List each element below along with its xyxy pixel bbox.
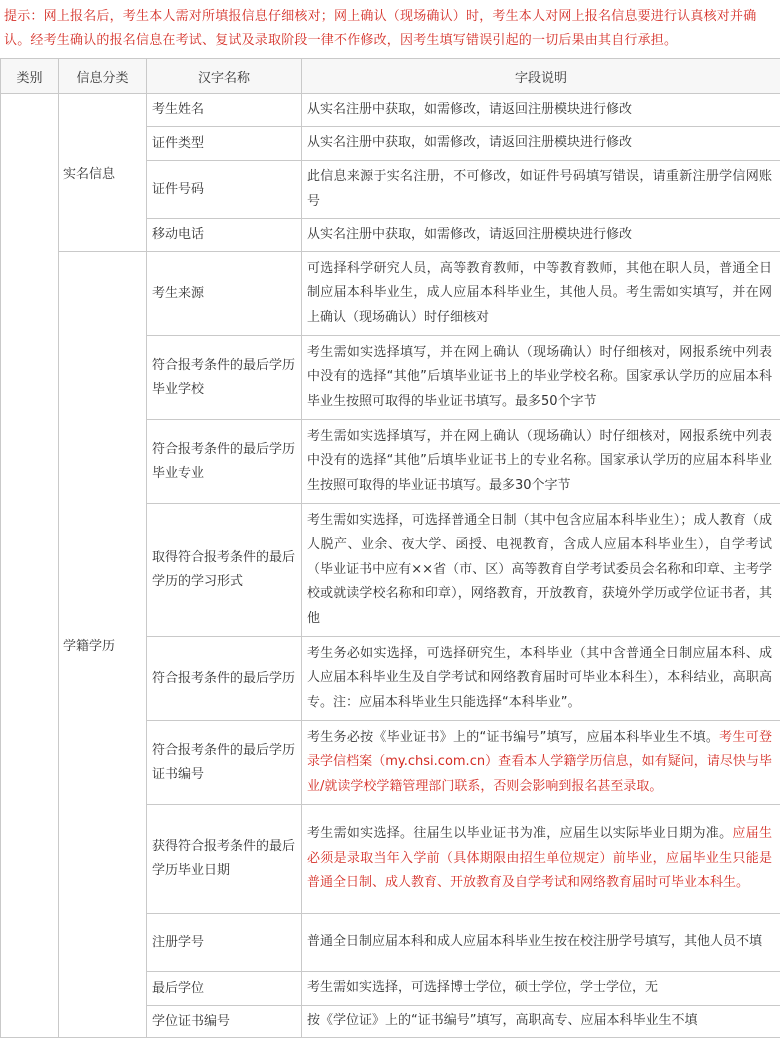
field-name: 符合报考条件的最后学历证书编号 (147, 721, 302, 805)
field-desc: 考生需如实选择，可选择普通全日制（其中包含应届本科毕业生）；成人教育（成人脱产、业余、夜大学、函授、电视教育，含成人应届本科毕业生），自学考试（毕业证书中应有××省（市、区）高等教育自学考试委员会名称和印章、主考学校或就读学校名称和印章），网络教育，开放教育，获境外学历或学位证书者，其他 (302, 504, 780, 637)
field-name: 符合报考条件的最后学历毕业学校 (147, 336, 302, 420)
field-desc: 此信息来源于实名注册，不可修改，如证件号码填写错误，请重新注册学信网账号 (302, 161, 780, 219)
field-desc (302, 805, 780, 914)
field-name: 考生来源 (147, 252, 302, 336)
field-desc: 普通全日制应届本科和成人应届本科毕业生按在校注册学号填写，其他人员不填 (302, 914, 780, 972)
field-desc: 按《学位证》上的“证书编号”填写，高职高专、应届本科毕业生不填 (302, 1006, 780, 1038)
table-row (1, 252, 780, 336)
field-desc: 考生需如实选择填写，并在网上确认（现场确认）时仔细核对，网报系统中列表中没有的选择“其他”后填毕业证书上的专业名称。国家承认学历的应届本科毕业生按照可取得的毕业证书填写。最多30个字节 (302, 420, 780, 504)
field-desc-text: 考生需如实选择。往届生以毕业证书为准，应届生以实际毕业日期为准。 (307, 826, 733, 842)
field-name: 证件类型 (147, 127, 302, 161)
field-name: 取得符合报考条件的最后学历的学习形式 (147, 504, 302, 637)
field-desc: 可选择科学研究人员，高等教育教师，中等教育教师，其他在职人员，普通全日制应届本科毕业生，成人应届本科毕业生，其他人员。考生需如实填写，并在网上确认（现场确认）时仔细核对 (302, 252, 780, 336)
field-desc-warning: 应届生必须是录取当年入学前（具体期限由招生单位规定）前毕业，应届毕业生只能是普通全日制、成人教育、开放教育及自学考试和网络教育届时可毕业本科生。 (307, 826, 772, 891)
field-name: 最后学位 (147, 972, 302, 1006)
field-name: 获得符合报考条件的最后学历毕业日期 (147, 805, 302, 914)
header-group: 信息分类 (59, 59, 147, 94)
category-cell (1, 94, 59, 1038)
field-desc: 从实名注册中获取，如需修改，请返回注册模块进行修改 (302, 94, 780, 127)
field-name: 符合报考条件的最后学历毕业专业 (147, 420, 302, 504)
field-name: 移动电话 (147, 219, 302, 252)
field-desc (302, 721, 780, 805)
field-desc: 考生需如实选择填写，并在网上确认（现场确认）时仔细核对，网报系统中列表中没有的选择“其他”后填毕业证书上的毕业学校名称。国家承认学历的应届本科毕业生按照可取得的毕业证书填写。最多50个字节 (302, 336, 780, 420)
field-name: 证件号码 (147, 161, 302, 219)
info-fields-table (0, 58, 780, 1038)
field-desc: 考生需如实选择，可选择博士学位，硕士学位，学士学位，无 (302, 972, 780, 1006)
group-education: 学籍学历 (59, 252, 147, 1038)
table-header-row (1, 59, 780, 94)
header-desc: 字段说明 (302, 59, 780, 94)
field-name: 符合报考条件的最后学历 (147, 637, 302, 721)
field-name: 学位证书编号 (147, 1006, 302, 1038)
field-desc: 从实名注册中获取，如需修改，请返回注册模块进行修改 (302, 219, 780, 252)
notice-banner: 提示：网上报名后，考生本人需对所填报信息仔细核对；网上确认（现场确认）时，考生本人对网上报名信息要进行认真核对并确认。经考生确认的报名信息在考试、复试及录取阶段一律不作修改，因考生填写错误引起的一切后果由其自行承担。 (4, 9, 757, 48)
field-name: 注册学号 (147, 914, 302, 972)
field-desc: 考生务必如实选择，可选择研究生，本科毕业（其中含普通全日制应届本科、成人应届本科毕业生及自学考试和网络教育届时可毕业本科生），本科结业，高职高专。注：应届本科毕业生只能选择“本科毕业”。 (302, 637, 780, 721)
field-desc-warning: 考生可登录学信档案（my.chsi.com.cn）查看本人学籍学历信息，如有疑问，请尽快与毕业/就读学校学籍管理部门联系，否则会影响到报名甚至录取。 (307, 729, 772, 794)
field-desc-text: 考生务必按《毕业证书》上的“证书编号”填写，应届本科毕业生不填。 (307, 729, 720, 745)
header-name: 汉字名称 (147, 59, 302, 94)
field-name: 考生姓名 (147, 94, 302, 127)
field-desc: 从实名注册中获取，如需修改，请返回注册模块进行修改 (302, 127, 780, 161)
header-category: 类别 (1, 59, 59, 94)
table-row (1, 94, 780, 127)
group-realname: 实名信息 (59, 94, 147, 252)
